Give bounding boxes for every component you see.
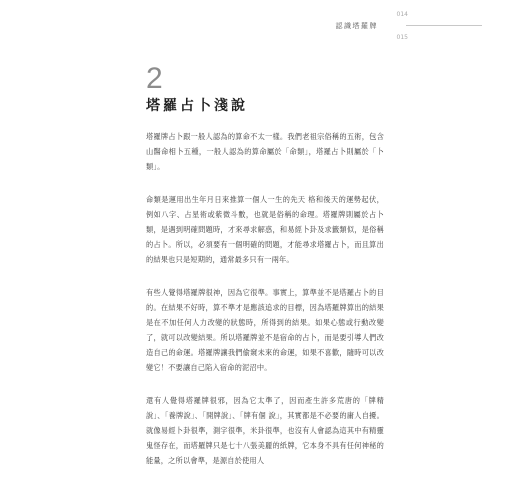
page-number-top: 014 [396, 11, 408, 18]
running-title: 認識塔羅牌 [335, 22, 378, 30]
paragraph: 塔羅牌占卜跟一般人認為的算命不太一樣。我們老祖宗俗稱的五術，包含山醫命相卜五種，一般人認為的算命屬於「命類」，塔羅占卜則屬於「卜類」。 [146, 132, 384, 171]
header-rule [406, 25, 482, 26]
page-number-bottom: 015 [396, 34, 408, 41]
chapter-number: 2 [146, 62, 163, 95]
chapter-title: 塔羅占卜淺說 [146, 98, 248, 114]
paragraph: 還有人覺得塔羅牌很邪，因為它太準了，因而產生許多荒唐的「牌精說」、「養牌說」、「開牌說」、「牌有個 說」，其實都是不必要的庸人自擾。就像易經卜卦很準，測字很準，米卦很準，也沒有人會認為這其中有精靈鬼怪存在，而塔羅牌只是七十八張美麗的紙牌，它本身不具有任何神秘的能量，之所以會準，是源自於使用人 [146, 396, 384, 465]
paragraph: 命類是運用出生年月日來推算一個人一生的先天 格和後天的運勢起伏，例如八字、占星術或紫微斗數，也就是俗稱的命理。塔羅牌則屬於占卜類，是遇到明確問題時，才來尋求解惑，和易經卜卦及求籤類似，是俗稱的占卜。所以，必須要有一個明確的問題，才能尋求塔羅占卜，而且算出的結果也只是短期的，通常最多只有一兩年。 [146, 195, 384, 264]
body-text [146, 129, 384, 468]
paragraph: 有些人覺得塔羅牌很神，因為它很準。事實上，算準並不是塔羅占卜的目的。在結果不好時，算不準才是應該追求的目標，因為塔羅牌算出的結果是在不加任何人力改變的狀態時，所得到的結果。如果心態或行動改變了，就可以改變結果。所以塔羅牌並不是宿命的占卜，而是要引導人們改造自己的命運。塔羅牌讓我們偷窺未來的命運，如果不喜歡，隨時可以改變它！不要讓自己陷入宿命的泥沼中。 [146, 288, 384, 372]
